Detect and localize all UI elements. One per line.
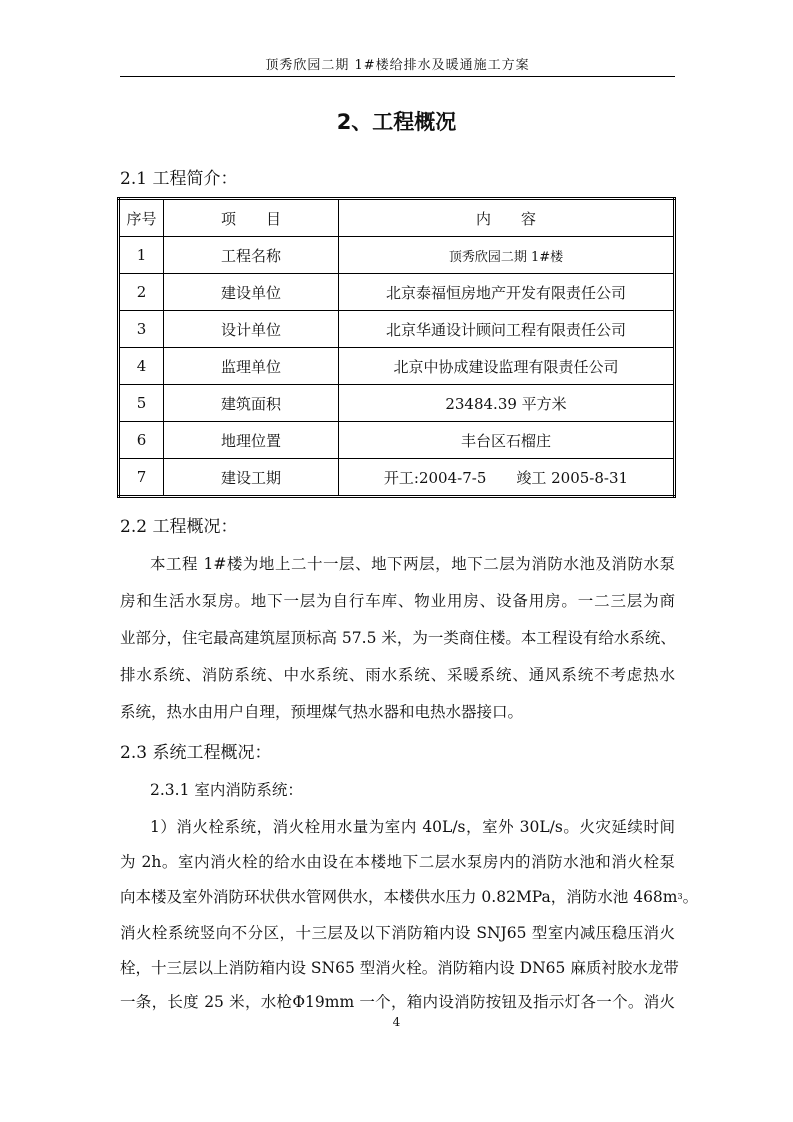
cell-item: 建设工期 — [164, 459, 339, 497]
cell-item: 设计单位 — [164, 311, 339, 348]
cell-content: 北京中协成建设监理有限责任公司 — [339, 348, 675, 385]
cell-index: 3 — [119, 311, 164, 348]
subsection-heading-2-3-1: 2.3.1 室内消防系统： — [150, 781, 303, 799]
cell-content: 北京泰福恒房地产开发有限责任公司 — [339, 274, 675, 311]
cell-index: 7 — [119, 459, 164, 497]
superscript: 3 — [677, 892, 683, 901]
paragraph-line: 一条，长度 25 米，水枪Φ19mm 一个，箱内设消防按钮及指示灯各一个。消火 — [120, 993, 675, 1011]
line-end: 。 — [682, 888, 699, 906]
cell-content: 北京华通设计顾问工程有限责任公司 — [339, 311, 675, 348]
cell-content: 开工:2004-7-5 竣工 2005-8-31 — [339, 459, 675, 497]
chapter-title: 2、工程概况 — [336, 110, 457, 134]
page-number: 4 — [392, 1015, 401, 1029]
paragraph-line: 系统，热水由用户自理，预埋煤气热水器和电热水器接口。 — [120, 703, 524, 721]
table-row — [119, 237, 675, 274]
running-header: 顶秀欣园二期 1#楼给排水及暖通施工方案 — [265, 58, 530, 73]
table-header-row — [119, 199, 675, 237]
paragraph-line: 1）消火栓系统，消火栓用水量为室内 40L/s，室外 30L/s。火灾延续时间 — [150, 818, 675, 836]
table-row — [119, 348, 675, 385]
cell-index: 1 — [119, 237, 164, 274]
table-row — [119, 274, 675, 311]
cell-content: 丰台区石榴庄 — [339, 422, 675, 459]
paragraph-line: 本工程 1#楼为地上二十一层、地下两层，地下二层为消防水池及消防水泵 — [150, 555, 675, 573]
cell-item: 地理位置 — [164, 422, 339, 459]
table-row — [119, 311, 675, 348]
paragraph-line — [120, 886, 699, 908]
section-heading-2-3: 2.3 系统工程概况： — [120, 743, 272, 763]
header-cell: 项 目 — [164, 199, 339, 237]
cell-content: 23484.39 平方米 — [339, 385, 675, 422]
cell-item: 监理单位 — [164, 348, 339, 385]
line-text: 向本楼及室外消防环状供水管网供水，本楼供水压力 0.82MPa，消防水池 468m — [120, 888, 678, 906]
paragraph-line: 为 2h。室内消火栓的给水由设在本楼地下二层水泵房内的消防水池和消火栓泵 — [120, 853, 675, 871]
header-cell: 序号 — [119, 199, 164, 237]
paragraph-line: 消火栓系统竖向不分区，十三层及以下消防箱内设 SNJ65 型室内减压稳压消火 — [120, 924, 675, 942]
cell-content: 顶秀欣园二期 1#楼 — [339, 237, 675, 274]
paragraph-line: 房和生活水泵房。地下一层为自行车库、物业用房、设备用房。一二三层为商 — [120, 592, 675, 610]
paragraph-line: 业部分，住宅最高建筑屋顶标高 57.5 米，为一类商住楼。本工程设有给水系统、 — [120, 629, 676, 647]
section-heading-2-1: 2.1 工程简介： — [120, 169, 238, 189]
table-row — [119, 385, 675, 422]
cell-index: 4 — [119, 348, 164, 385]
project-info-table — [117, 197, 676, 498]
table-row — [119, 459, 675, 497]
cell-index: 5 — [119, 385, 164, 422]
cell-index: 6 — [119, 422, 164, 459]
paragraph-line: 排水系统、消防系统、中水系统、雨水系统、采暖系统、通风系统不考虑热水 — [120, 666, 675, 684]
cell-item: 建筑面积 — [164, 385, 339, 422]
table-row — [119, 422, 675, 459]
header-cell: 内 容 — [339, 199, 675, 237]
paragraph-line: 栓，十三层以上消防箱内设 SN65 型消火栓。消防箱内设 DN65 麻质衬胶水龙带 — [120, 959, 679, 977]
cell-item: 工程名称 — [164, 237, 339, 274]
section-heading-2-2: 2.2 工程概况： — [120, 517, 238, 537]
cell-item: 建设单位 — [164, 274, 339, 311]
header-rule — [120, 76, 675, 77]
cell-index: 2 — [119, 274, 164, 311]
